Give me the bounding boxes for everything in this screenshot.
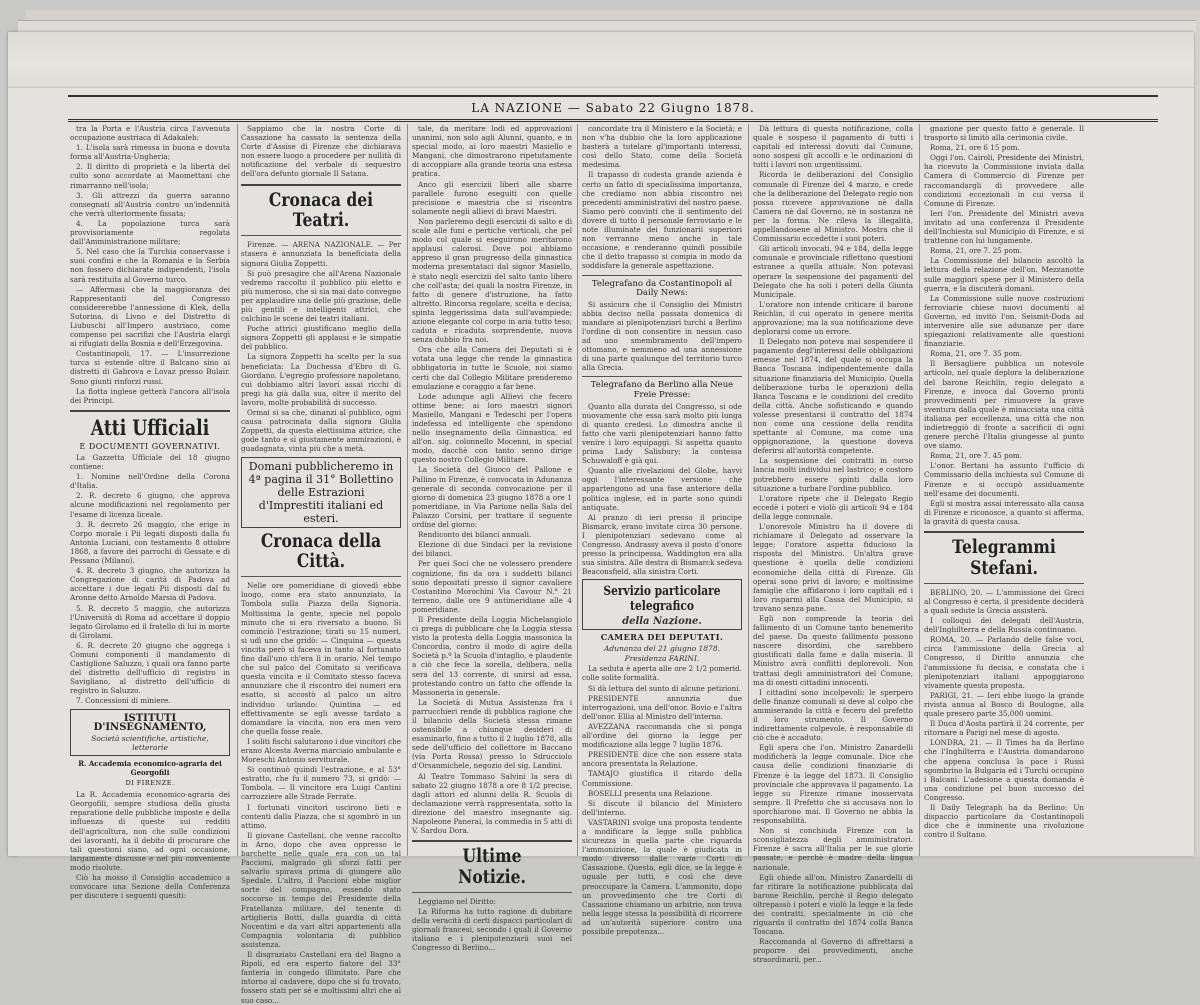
- paragraph: concordate tra il Ministero e la Società; e non v'ha dubbio che la loro applicazione basterà a tutelare gl'importanti interessi, così dello Stato, come della Società medesima.: [582, 124, 742, 170]
- paragraph: Egli chiede all'on. Ministro Zanardelli di far ritirare la notificazione pubblicata dal barone Reichlin, perchè il Regio delegato oltrepassò i poteri e violò la legge e la fede dei contratti, specialmente in ciò che riguarda il contratto del 1874 colla Banca Toscana.: [753, 872, 913, 937]
- paragraph: I soliti fischi salutarono i due vincitori che erano Alcesta Averna marciaio ambulante e Moreschi Antonio serviturale.: [241, 736, 401, 765]
- article-text: [412, 124, 572, 835]
- paragraph: Il Duca d'Aosta partirà il 24 corrente, per ritornare a Parigi nel mese di agosto.: [924, 719, 1084, 738]
- presidency: Presidenza FARINI.: [624, 654, 700, 664]
- paragraph: Oggi l'on. Cairoli, Presidente dei Ministri, ha ricevuto la Commissione inviata dalla Camera di Commercio di Firenze per raccomandargli di provvedere alle condizioni eccezionali in cui versa il Comune di Firenze.: [924, 153, 1084, 208]
- paragraph: Anco gli esercizii liberi alle sbarre parallele furono eseguiti con quelle precisione e maestria che si riscontra solamente negli allievi di bravi Maestri.: [412, 179, 572, 216]
- paragraph: 1. Nomine nell'Ordine della Corona d'Italia.: [70, 472, 230, 491]
- paragraph: L'onor. Bertani ha assunto l'ufficio di Commissario della inchiesta sul Comune di Firenze e si occupò assiduamente nell'esame dei documenti.: [924, 461, 1084, 498]
- article-text: [70, 453, 230, 706]
- paragraph: tra la Porta e l'Austria circa l'avvenuta occupazione austriaca di Adakaleh:: [70, 124, 230, 143]
- article-text: [924, 588, 1084, 840]
- paragraph: I cittadini sono incolpevoli: le sperpero delle finanze comunali si deve al colpo che ammiserando la città e fecero del prefetto il loro strumento. Il Governo indirettamente colpevole, è responsabile di ciò che è accaduto.: [753, 687, 913, 743]
- telegraph-service-box: [582, 579, 742, 630]
- paragraph: Si assicura che il Consiglio dei Ministri abbia deciso nella passata domenica di mandare ai plenipotenziari turchi a Berlino l'ordine di non consentire in nessun caso ad uno smembramento dell'impero ottomano, e nemmeno ad una annessione di una parte qualunque del territorio turco alla Grecia.: [582, 299, 742, 373]
- paragraph: Non si conchiuda Firenze con la sconsigliatezza degli amministratori. Firenze è sacra all'Italia per le sue glorie passate, e perchè è madre della lingua nazionale.: [753, 826, 913, 872]
- paragraph: Si discute il bilancio del Ministero dell'interno.: [582, 798, 742, 817]
- paragraph: Egli non comprende la teoria del fallimento di un Comune tanto benemerito del paese. Da questo fallimento possono nascere disordini, che sarebbero giustificati dalla fame e dalla miseria. Il Ministro avrà conflitti deplorevoli. Non trattasi degli amministratori del Comune, ma di onesti cittadini innocenti.: [753, 613, 913, 687]
- column-rule: [919, 124, 920, 856]
- column-1: [70, 124, 230, 901]
- paragraph: VASTARINI svolge una proposta tendente a modificare la legge sulla pubblica sicurezza in quella parte che riguarda l'ammonizione, la quale è giudicata in modo diverso dalle varie Corti di Cassazione. Questa, egli dice, se la legge è uguale per tutti, è così che deve preoccupare la Camera. L'ammonito, dopo un provvedimento che tre Corti di Cassazione chiamano un arbitrio, non trova nella legge stessa la possibilità di ricorrere ad un'autorità superiore contro una possibile prepotenza...: [582, 817, 742, 936]
- paragraph: Al pranzo di ieri presso il principe Bismarck, erano invitate circa 30 persone. I plenipotenziari sedevano come al Congresso. Andrassy aveva il posto d'onore presso la principessa, Waddington era alla sua sinistra. Alle destra di Bismarck sedeva Beaconsfield, alla sinistra Corti.: [582, 512, 742, 577]
- paragraph: Egli si mostra assai interessato alla causa di Firenze e riconosce, a quanto si afferma, la gravità di questa causa.: [924, 498, 1084, 526]
- article-text: [241, 581, 401, 1004]
- masthead: [68, 95, 1158, 122]
- paragraph: Ieri l'on. Presidente del Ministri aveva invitato ad una conferenza il Presidente dell'Inchiesta sul Municipio di Firenze, e si trattenne con lui lungamente.: [924, 208, 1084, 246]
- paragraph: Leggiamo nel Diritto:: [418, 897, 497, 906]
- paragraph: La signora Zoppetti ha scelto per la sua beneficiata: La Duchessa d'Ebro di G. Giordano. L'egregio professore napoletano, cui dobbiamo altri lavori assai ricchi di pregi ha già dalla sua, oltre il merito del lavoro, molte probabilità di successo.: [241, 352, 401, 407]
- section-title-cronaca-teatri: Cronaca dei Teatri.: [268, 188, 374, 232]
- paragraph: Il Presidente della Loggia Michelangiolo ci prega di pubblicare che la Loggia stessa visto la protesta della Loggia massonica la Concordia, contro il modo di agire della Società p.º la Scuola d'intaglio, e plaudente a ciò che fece la sorella, delibera, nella sera del 13 corrente, di unirsi ad essa, protestando contro un fatto che offende la Massoneria in generale.: [412, 614, 572, 697]
- paragraph: AVEZZANA raccomanda che si ponga all'ordine del giorno la legge per modificazione alla legge 7 luglio 1876.: [582, 721, 742, 750]
- paragraph: Si continuò quindi l'estrazione, e al 53° estratto, che fu il numero 73, si gridò: — Tombola. — Il vincitore era Luigi Cantini carrozziere alle Strade Ferrate.: [241, 765, 401, 802]
- top-fold: [8, 32, 1194, 88]
- rule: [70, 410, 230, 412]
- paragraph: 2. R. decreto 6 giugno, che approva alcune modificazioni nel regolamento per l'esame di licenza liceale.: [70, 491, 230, 519]
- paragraph: 2. Il diritto di proprietà e la libertà del culto sono accordate ai Maomettani che rimarranno nell'isola;: [70, 162, 230, 190]
- paragraph: Roma, 21, ore 7. 35 pom.: [930, 349, 1023, 359]
- paragraph: La Riforma ha tutto ragione di dubitare della veracità di certi dispacci particolari di giornali francesi, secondo i quali il Governo italiano e i plenipotenziarii suoi nel Congresso di Berlino...: [412, 907, 572, 953]
- article-text: [753, 124, 913, 965]
- telegram-heading: Telegrafano da Costantinopoli al Daily News:: [591, 278, 733, 298]
- paragraph: L'oratore non intende criticare il barone Reichlin, il cui operato in genere merita approvazione; ma la sua notificazione deve deplorarsi come un errore.: [753, 299, 913, 337]
- paragraph: Firenze. — ARENA NAZIONALE. — Per stasera è annunziata la beneficiata della signora Giulia Zoppetti.: [241, 240, 401, 268]
- paragraph: Ormai si sa che, dinanzi al pubblico, ogni causa patrocinata dalla signora Giulia Zoppetti, da questa elettissima attrice, che gode tanto e sì giustamente ammirazioni, è guadagnata, vinta più che a metà.: [241, 408, 401, 454]
- paragraph: ROMA, 20. — Parlando delle false voci, circa l'ammissione della Grecia al Congresso, il Diritto annunzia che l'ammissione fu decisa, e constata che i plenipotenziari italiani appoggiarono vivamente questa proposta.: [924, 635, 1084, 690]
- paragraph: Il Delegato non poteva mai sospendere il pagamento degl'interessi delle obbligazioni emesse nel 1874, del quale si occupa la Banca Toscana indipendentemente dalla situazione finanziaria del Municipio. Quella deliberazione turba le operazioni della Banca Toscana e le condizioni del credito della città. Anche sofisticando e quando volesse presentarsi il contratto del 1874 non come una cessione della rendita spettante al Comune, ma come una oppignorazione, la questione doveva deferirsi all'autorità competente.: [753, 337, 913, 456]
- column-rule: [237, 124, 238, 856]
- rule: [924, 583, 1084, 584]
- paragraph: Il trapasso di codesta grande azienda è certo un fatto di specialissima importanza, che crediamo non abbia riscontro nei precedenti amministrativi del nostro paese. Siamo però convinti che il sentimento del dovere di tutto il personale ferroviario e le note illuminate dei funzionarii superiori non verranno meno anche in tale occasione, e renderanno quindi possibile che il detto trapasso si compia in modo da soddisfare la generale aspettazione.: [582, 170, 742, 271]
- newspaper-page: [8, 32, 1194, 1005]
- paragraph: LONDRA, 21. — Il Times ha da Berlino che l'Inghilterra e l'Austria domandarono che appena conclusa la pace i Russi sgombrino la Bulgaria ed i Turchi occupino i Balcani. L'adesione a questa domanda è una condizione pel buon successo del Congresso.: [924, 738, 1084, 802]
- paragraph: I fortunati vincitori uscirono lieti e contenti dalla Piazza, che si sgombrò in un attimo.: [241, 802, 401, 830]
- paragraph: 7. Concessioni di miniere.: [76, 696, 171, 706]
- rule: [924, 531, 1084, 533]
- paragraph: Il disgraziato Castellani era del Bagno a Ripoli, ed era esperto fiatore del 33° fanteria in congedo illimitato. Pare che intorno al cadavere, dopo che si fu trovato, fossero stati per sé e moltissimi altri che al suo caso...: [241, 950, 401, 1005]
- telegram-heading: Telegrafano da Berlino alla Neue Freie Presse:: [590, 380, 734, 400]
- paragraph: Si dà lettura del sunto di alcune petizioni.: [588, 683, 741, 693]
- rule: [241, 576, 401, 577]
- section-title-telegrammi-stefani: Telegrammi Stefani.: [952, 536, 1056, 579]
- paragraph: La Commissione del bilancio ascoltò la lettura della relazione dell'on. Mezzanotte sulle maggiori spese per il Ministero della guerra, e la discuterà domani.: [924, 256, 1084, 293]
- paragraph: Non parleremo degli esercizii di salto e di scale alle funi e pertiche verticali, che pel modo col quale si eseguirono meritarono applausi calorosi. Dove poi abbiamo appreso il gran progresso della ginnastica moderna presentataci dal signor Masiello, è stato negli esercizii del salto tanto libero che coll'asta; dei quali la nostra Firenze, in fatto di genere d'istruzione, ha fatto altretto. Rincorsa regolare, scelta e decisa; spinta leggerissima data sull'avampiede; azione elegante col corpo in aria tutto teso; caduta e ricaduta sorprendente, nuova senza dubbio fra noi.: [412, 216, 572, 345]
- paragraph: Roma, 21, ore 6 15 pom.: [930, 143, 1020, 153]
- paragraph: Al Teatro Tommaso Salvini la sera di sabato 22 giugno 1878 a ore 8 1/2 precise, dagli attori ed alunni della R. Scuola di declamazione verrà rappresentata, sotto la direzione del maestro insegnante sig. Napoleone Panerai, la commedia in 5 atti di V. Sardou Dora.: [412, 771, 573, 836]
- column-5: [753, 124, 913, 965]
- paragraph: 6. R. decreto 20 giugno che aggrega i Comuni componenti il mandamento di Castiglione Saluzzo, i quali ora fanno parte del distretto dell'ufficio di registro in Savigliano, al distretto dell'ufficio di registro in Saluzzo.: [70, 640, 230, 696]
- paragraph: 4. La popolazione turca sarà provvisoriamente regolata dall'Amministrazione militare;: [70, 218, 230, 247]
- paragraph: Elezione di due Sindaci per la revisione dei bilanci.: [412, 540, 572, 559]
- paragraph: La flotta inglese getterà l'ancora all'isola dei Principi.: [70, 386, 230, 405]
- paragraph: Quanto alle rivelazioni del Globe, havvi oggi l'interessante versione che appartengono ad una fase anteriore della politica inglese, ed in parte sono quindi antiquate.: [582, 466, 742, 512]
- paragraph: Roma, 21, ore 7. 45 pom.: [930, 451, 1023, 461]
- column-2: [241, 124, 401, 1005]
- academy-name: R. Accademia economico-agraria dei Georgofili: [78, 758, 222, 777]
- section-title-cronaca-citta: Cronaca della Città.: [260, 529, 382, 573]
- paragraph: 3. R. decreto 26 maggio, che erige in Corpo morale i Pii legati disposti dalla fu Antonia Luciani, con testamento 8 ottobre 1868, a favore dei parrochi di Gessate e di Pessano (Milano).: [70, 519, 230, 566]
- paragraph: tale, da meritare lodi ed approvazioni unanimi, non solo agli Alunni, quanto, e in special modo, ai loro maestri Masiello e Mangani, che dimostrarono ripetutamente di accoppiare alla grande teoria una estesa pratica.: [412, 124, 572, 179]
- paragraph: Poche attrici giustificano meglio della signora Zoppetti gli applausi e le simpatie del pubblico.: [241, 324, 401, 352]
- paragraph: La seduta è aperta alle ore 2 1/2 pomerid. colle solite formalità.: [582, 664, 742, 683]
- column-6: [924, 124, 1084, 856]
- paragraph: Si può presagire che all'Arena Nazionale vedremo raccolto il pubblico più eletto e più numeroso, che si sia mai dato convegno per applaudire una delle più graziose, delle più gentili e intelligenti attrici, che calchino le scene dei teatri italiani.: [241, 268, 401, 324]
- chamber-heading: CAMERA DEI DEPUTATI.: [600, 632, 724, 643]
- article-text: [582, 300, 742, 373]
- paragraph: 5. Nel caso che la Turchia conservasse i suoi confini e che la Romania e la Serbia non fossero dichiarate indipendenti, l'isola sarà restituita al Governo turco.: [70, 247, 230, 284]
- article-text: [582, 402, 742, 577]
- masthead-text: LA NAZIONE — Sabato 22 Giugno 1878.: [471, 101, 755, 115]
- paragraph: — Affermasi che la maggioranza dei Rappresentanti del Congresso considererebbe l'annessione di Klek, della Sutorina, di Livno e del Distretto di Liubuschi all'Impero austriaco, come compenso pei sacrifizi che l'Austria elargì ai rifugiati della Bosnia e dell'Erzegovina.: [70, 284, 230, 349]
- paragraph: 5. R. decreto 5 maggio, che autorizza l'Università di Roma ad accettare il doppio legato Girolamo ed il fratello di lui in morte di Girolami.: [70, 603, 230, 640]
- article-text: [582, 664, 742, 936]
- paragraph: Nelle ore pomeridiane di giovedì ebbe luogo, come era stato annunziato, la Tombola sulla Piazza della Signoria. Moltissima la gente, specie nel popolo minuto che si era riversato a buono. Si cominciò l'estrazione; tirati su 15 numeri, si udì uno che gridò: — Cinquina — questa vincita però si faceva in tanto al fortunato fino dall'uno ch'era lì in orario. Nel tempo che sul palco del Comitato si verificava questa vincita e il Comitato stesso faceva annunziare che il riscontro dei numeri era esatto, si accostò al palco un altro individuo urlando: Quintina — ed effettivamente se egli avesse tardato a domandare la vincita, non era men vero che quella fosse reale.: [241, 581, 401, 736]
- paragraph: BOSELLI presenta una Relazione.: [588, 788, 713, 798]
- box-title: ISTITUTI D'INSEGNAMENTO,: [93, 712, 207, 733]
- column-4: [582, 124, 742, 936]
- paragraph: 1. L'isola sarà rimessa in buona e dovuta forma all'Austria-Ungheria;: [70, 143, 230, 162]
- paragraph: Ciò ha mosso il Consiglio accademico a convocare una Sezione della Conferenza per discutere i seguenti quesiti:: [70, 873, 230, 901]
- section-subtitle: E DOCUMENTI GOVERNATIVI.: [79, 441, 221, 451]
- paragraph: Roma, 21, ore 7. 25 pom.: [930, 246, 1023, 256]
- article-text: [241, 240, 401, 453]
- rule: [412, 892, 572, 893]
- paragraph: Egli spera che l'on. Ministro Zanardelli modificherà la legge comunale. Dice che causa delle condizioni finanziarie di Firenze è la legge del 1873. Il Consiglio provinciale che approvava il pagamento. La legge su Firenze rimane inosservata sempre. Il Prefetto che si accusava non lo sporchiarono mai. Il Governo ne abbia la responsabilità.: [753, 743, 913, 826]
- column-3: [412, 124, 573, 953]
- column-rule: [407, 124, 408, 856]
- paragraph: PARIGI, 21. — Ieri ebbe luogo la grande rivista annua al Bosco di Boulogne, alla quale presero parte 35,000 uomini.: [924, 690, 1084, 719]
- session-date: Adunanza del 21 giugno 1878.: [604, 644, 720, 654]
- bulletin-text: Domani pubblicheremo in 4ª pagina il 31° Bollettino delle Estrazioni d'Imprestiti italiani ed esteri.: [248, 459, 394, 525]
- paragraph: Ricorda le deliberazioni del Consiglio comunale di Firenze del 4 marzo, e crede che la deliberazione del Delegato regio non possa ricevere approvazione nè dalla Camera nè dal Governo, nè in sostanza nè per la forma. Ne rileva la illegalità, appellandosene al Ministro. Mostra che il Commissario eccedette i suoi poteri.: [753, 170, 913, 244]
- paragraph: gnazione per questo fatto è generale. Il trasporto si limitò alla cerimonia civile.: [924, 124, 1084, 143]
- column-rule: [748, 124, 749, 856]
- rule: [241, 235, 401, 236]
- box-title: Servizio particolare telegrafico: [603, 584, 721, 614]
- paragraph: La R. Accademia economico-agraria dei Georgofili, sempre studiosa della giusta reparatione delle pubbliche imposte e della influenza di queste sui redditi dell'agricoltura, non che sulle condizioni dei lavoranti, ha il debito di procurare che tali questioni siano, ad ogni occasione, largamente discusse e nel più conveniente modo risolute.: [70, 790, 230, 872]
- section-title-atti-ufficiali: Atti Ufficiali: [90, 414, 210, 440]
- paragraph: L'onorevole Ministro ha il dovere di richiamare il Delegato ad osservare la legge; l'oratore aspetta fiducioso la risposta del Ministro. Un'altra grave questione è quella delle condizioni economiche della città di Firenze. Gli operai sono privi di lavoro; e moltissime famiglie che affidarono i loro capitali ed i loro risparmi alla Cassa del Municipio, si trovano senza pane.: [753, 522, 913, 613]
- article-text: [241, 124, 401, 179]
- article-text: [70, 790, 230, 900]
- paragraph: 4. R. decreto 3 giugno, che autorizza la Congregazione di carità di Padova ad accettare i due legati Pii disposti dal fu Aronne detto Arnoldo Marsia di Padova.: [70, 566, 230, 603]
- paragraph: PRESIDENTE dice che non essere stata ancora presentata la Relazione.: [582, 750, 742, 769]
- rule: [241, 184, 401, 186]
- paragraph: Rendiconto dei bilanci annuali.: [418, 530, 532, 540]
- paragraph: BERLINO, 20. — L'ammissione dei Greci al Congresso è certa, il presidente deciderà a quali sedute la Grecia assisterà.: [924, 587, 1084, 615]
- article-text: [924, 124, 1084, 526]
- paragraph: Gli articoli invocati, 94 e 184, della legge comunale e provinciale riflettono questioni estranee a quella attuale. Non potevasi operare la sospensione dei pagamenti del Delegato che ha soli i poteri della Giunta Municipale.: [753, 244, 913, 299]
- paragraph: Costantinopoli, 17. — L'insurrezione turca si estende oltre il Balcano sino ai distretti di Gabrova e Lovaz presso Bulair. Sono giunti rinforzi russi.: [70, 349, 230, 386]
- paragraph: L'oratore ripete che il Delegato Regio eccedè i poteri e violò gli articoli 94 e 184 della legge comunale.: [753, 493, 913, 521]
- paragraph: Ora che alla Camera dei Deputati si è votata una legge che rende la ginnastica obbligatoria in tutte le Scuole, noi siamo certi che dal Collegio Militare prenderemo emulazione e coraggio a far bene.: [412, 345, 572, 391]
- paragraph: La Società di Mutua Assistenza fra i parrucchieri rende di pubblica ragione che il bilancio della Società stessa rimane ostensibile a chiunque desideri di esaminarlo, fino a tutto il 2 luglio 1878, alla sede dell'ufficio del collettore in Baccano (via Porta Rossa) presso lo Sdrucciolo d'Orsanmichele, negozio del sig. Landini.: [412, 697, 572, 771]
- box-subtitle: Società scientifiche, artistiche, letterarie: [91, 733, 209, 752]
- article-text: [70, 124, 230, 405]
- column-rule: [577, 124, 578, 856]
- paragraph: TAMAJO giustifica il ritardo della Commissione.: [582, 769, 742, 788]
- paragraph: La Società del Giuoco del Pallone e Pallino in Firenze, è convocata in Adunanza generale di seconda convocazione per il giorno di domenica 23 giugno 1878 a ore 1 pomeridiane, in Via Parione nella Sala del Palazzo Corsini, per trattare il seguente ordine del giorno:: [412, 465, 572, 530]
- paragraph: Quanto alla durata del Congresso, si ode nuovamente che essa sarà molto più lunga di quanto credesi. Lo dimostra anche il fatto che varii plenipotenziari hanno fatto venire i loro equipaggi. Si aspetta quanto prima Lady Salisbury; la contessa Schuwaloff è già qui.: [582, 401, 742, 466]
- rule: [582, 275, 742, 276]
- rule: [412, 840, 572, 842]
- paragraph: Raccomanda al Governo di affrettarsi a proporre dei provvedimenti, anche straordinarii, per...: [753, 937, 913, 965]
- institutes-box: [70, 709, 230, 756]
- paragraph: 3. Gli attrezzi da guerra saranno consegnati all'Austria contro un'indennità che verrà ulteriormente fissata;: [70, 190, 230, 218]
- paragraph: La sospensione dei contratti in corso lancia molti individui nel lastrico; e costoro potrebbero essere spinti dalla loro situazione a turbare l'ordine pubblico.: [753, 456, 913, 493]
- paragraph: La Gazzetta Ufficiale del 18 giugno contiene:: [70, 453, 230, 472]
- paragraph: Lode adunque agli Allievi che fecero ottime bene; ai loro maestri signori Masiello, Mangani e Tedeschi per l'opera indefessa ed intelligente che spendono nello insegnamento della Ginnastica, ed all'on. sig. colonnello Mocenni, in special modo, dacchè con tanto senno dirige questo nostro Collegio Militare.: [412, 391, 572, 465]
- paragraph: Sappiamo che la nostra Corte di Cassazione ha cassato la sentenza della Corte d'Assise di Firenze che dichiarava non essere luogo a procedere per nullità di notificazione del verbale di sequestro dell'ora defunto giornale Il Satana.: [241, 124, 401, 179]
- paragraph: Per quei Soci che ne volessero prendere cognizione, fin da ora i suddetti bilanci sono depositati presso il signor cavaliere Costantino Morochini Via Cavour N.° 21 terreno, dalle ore 9 antimeridiane alle 4 pomeridiane.: [412, 559, 572, 614]
- bulletin-notice: [241, 457, 401, 528]
- academy-city: DI FIRENZE.: [125, 779, 175, 788]
- paragraph: Il Bersagliere pubblica un notevole articolo, nel quale deplora la deliberazione del barone Reichlin, regio delegato a Firenze, e invoca dal Governo pronti provvedimenti per rimuovere la grave sventura dalla quale è minacciata una città italiana per eccellenza, una città che non indietreggiò di fronte a sacrificii di ogni genere perchè l'Italia giungesse al punto ove siamo.: [924, 359, 1084, 451]
- box-subtitle: della Nazione.: [622, 616, 702, 627]
- paragraph: I colloqui dei delegati dell'Austria, dell'Inghilterra e della Russia continuano.: [924, 616, 1084, 635]
- paragraph: Il Daily Telegraph ha da Berlino: Un dispaccio particolare da Costantinopoli dice che è imminente una rivoluzione contro il Sultano.: [924, 802, 1084, 840]
- paragraph: Dà lettura di questa notificazione, colla quale è sospeso il pagamento di tutti i capitali ed interessi dovuti dal Comune, sono sospesi gli accolli e le ordinazioni di tutti i lavori non urgentissimi.: [753, 124, 913, 170]
- rule: [582, 376, 742, 377]
- article-text: [412, 897, 572, 953]
- section-title-ultime-notizie: Ultime Notizie.: [458, 845, 526, 889]
- paragraph: PRESIDENTE annunzia due interrogazioni, una dell'onor. Bovio e l'altra dell'onor. Ellia al Ministro dell'interno.: [582, 693, 742, 721]
- paragraph: Il giovane Castellani, che venne raccolto in Arno, dopo che avea oppresso le barchette nelle quale era con un tal Paccioni, malgrado gli sforzi fatti per salvarlo spirava prima di giungere allo Spedale. L'altro, il Paccioni ebbe miglior sorte del compagno, essendo stato soccorso in tempo del Presidente della Fratellanza militare, del tenente di artiglieria Botti, dalla guardia di città Nocentini e da vari altri appartenenti alla Compagnia volontaria di pubblico assistenza.: [241, 830, 401, 949]
- paragraph: La Commissione sulle nuove costruzioni ferroviarie chiese nuovi documenti al Governo, ed invitò l'on. Seismit-Doda ad intervenire alle sue adunanze per dare spiegazioni relativamente alle questioni finanziarie.: [924, 293, 1084, 349]
- article-text: [582, 124, 742, 271]
